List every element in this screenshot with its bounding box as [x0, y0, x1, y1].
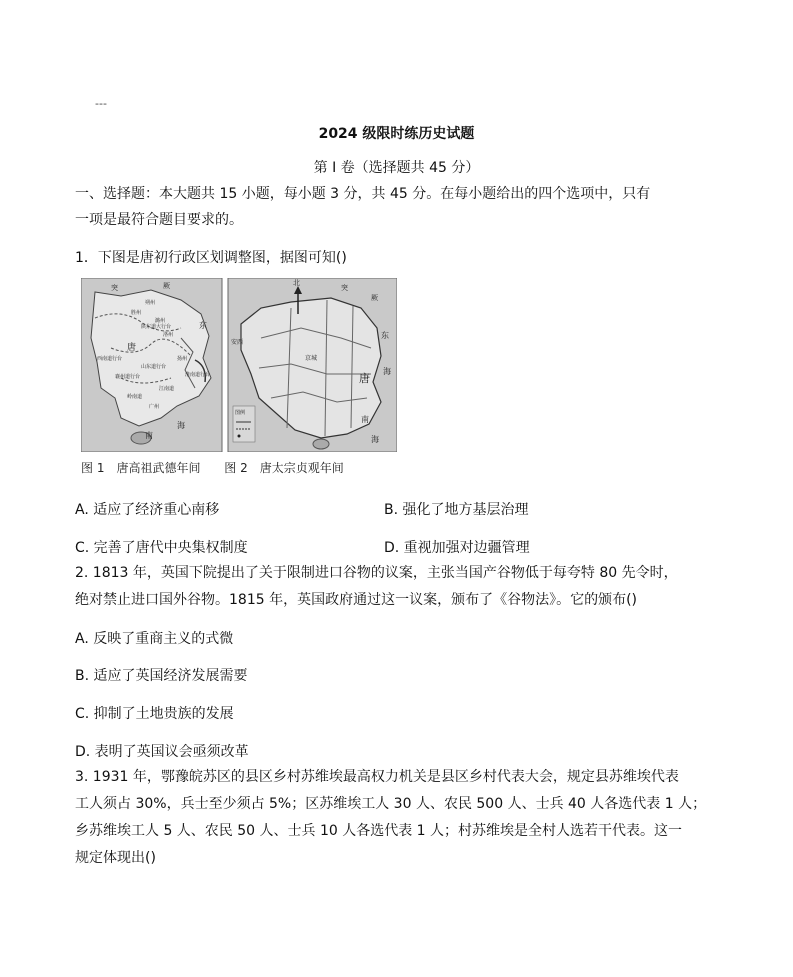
- map1-label-tu: 突: [111, 284, 118, 292]
- map2-label-tang: 唐: [359, 372, 370, 385]
- question-3-line-3: 乡苏维埃工人 5 人、农民 50 人、士兵 10 人各选代表 1 人；村苏维埃是全村人选若干代表。这一: [75, 823, 683, 839]
- map1-label-shannan: 山东道行台: [141, 364, 167, 370]
- map2-label-hai-south: 海: [371, 435, 379, 444]
- q1-option-a[interactable]: A. 适应了经济重心南移: [75, 502, 220, 518]
- map1-label-yangzhou: 扬州: [177, 356, 188, 362]
- tang-maps-figure: [81, 278, 397, 452]
- map1-label-tang: 唐: [127, 343, 137, 353]
- map1-label-jue: 厥: [163, 282, 170, 290]
- map1-label-jiangnan: 江南道: [159, 386, 175, 392]
- q2-option-d[interactable]: D. 表明了英国议会亟须改革: [75, 744, 249, 760]
- map1-label-guangzhou: 广州: [149, 404, 160, 410]
- map1-label-huainan: 淮南道行台: [185, 372, 211, 378]
- header-dashes: ---: [95, 97, 107, 110]
- map1-label-shengzhou: 胜州: [131, 310, 142, 316]
- question-3-line-2: 工人须占 30%，兵士至少须占 5%；区苏维埃工人 30 人、农民 500 人、士兵 40 人各选代表 1 人；: [75, 796, 707, 812]
- map1-label-xiangzhou: 襄州道行台: [115, 374, 141, 380]
- q1-option-c[interactable]: C. 完善了唐代中央集权制度: [75, 540, 248, 556]
- instructions-line-1: 一、选择题：本大题共 15 小题，每小题 3 分，共 45 分。在每小题给出的四个选项中，只有: [75, 186, 651, 202]
- map2-label-anxi: 安西: [231, 339, 244, 346]
- q2-option-c[interactable]: C. 抑制了土地贵族的发展: [75, 706, 234, 722]
- map2-label-nan: 南: [361, 415, 369, 424]
- question-3-line-1: 3. 1931 年，鄂豫皖苏区的县区乡村苏维埃最高权力机关是县区乡村代表大会，规定县苏维埃代表: [75, 769, 679, 785]
- map2-label-capital: 京城: [305, 355, 318, 362]
- map1-label-shuozhou: 朔州: [145, 300, 156, 306]
- map2-label-tu: 突: [341, 284, 348, 292]
- map1-label-shandong: 陕东道大行台: [141, 324, 172, 330]
- caption-fig-1: 图 1 唐高祖武德年间: [81, 461, 201, 475]
- q1-option-b[interactable]: B. 强化了地方基层治理: [384, 502, 529, 518]
- map2-legend: 图例: [235, 410, 246, 416]
- map1-label-dong: 东: [199, 321, 207, 330]
- map1-label-luzhou: 潞州: [155, 318, 166, 324]
- map-1-tang-gaozu: [81, 278, 222, 452]
- question-3-line-4: 规定体现出(): [75, 850, 156, 866]
- question-2-line-2: 绝对禁止进口国外谷物。1815 年，英国政府通过这一议案，颁布了《谷物法》。它的颁布(): [75, 592, 638, 608]
- map1-label-hai: 海: [177, 421, 185, 430]
- map1-label-nan: 南: [145, 431, 153, 440]
- map2-label-dong: 东: [381, 331, 389, 340]
- q2-option-b[interactable]: B. 适应了英国经济发展需要: [75, 668, 248, 684]
- exam-title: 2024 级限时练历史试题: [318, 126, 475, 142]
- map-2-tang-taizong: [228, 278, 397, 452]
- map1-label-lingnan: 岭南道: [127, 394, 143, 400]
- q2-option-a[interactable]: A. 反映了重商主义的式微: [75, 631, 234, 647]
- caption-fig-2: 图 2 唐太宗贞观年间: [224, 461, 344, 475]
- section-title: 第 I 卷（选择题共 45 分）: [313, 160, 480, 176]
- instructions-line-2: 一项是最符合题目要求的。: [75, 212, 243, 228]
- map1-label-xinan: 西南道行台: [97, 356, 123, 362]
- map-caption: [81, 459, 364, 476]
- q1-option-d[interactable]: D. 重视加强对边疆管理: [384, 540, 530, 556]
- question-2-line-1: 2. 1813 年，英国下院提出了关于限制进口谷物的议案，主张当国产谷物低于每夸特 80 先令时，: [75, 565, 678, 581]
- map2-label-hai: 海: [383, 367, 391, 376]
- question-1-stem: 1．下图是唐初行政区划调整图，据图可知(): [75, 250, 347, 266]
- map2-label-north: 北: [293, 279, 300, 287]
- map1-label-luozhou: 洛州: [163, 332, 174, 338]
- map2-label-jue: 厥: [371, 294, 378, 302]
